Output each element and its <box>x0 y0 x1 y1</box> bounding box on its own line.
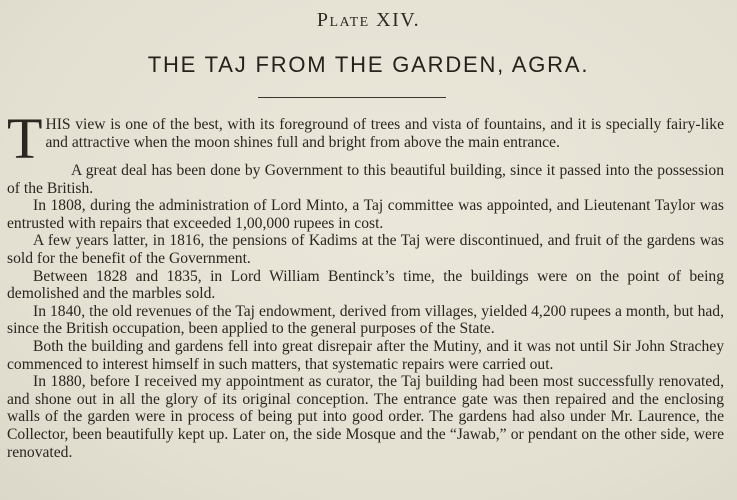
paragraph-6: In 1840, the old revenues of the Taj endowment, derived from villages, yielded 4,200 rupees a month, but had, since the British occupation, been applied to the general purposes of the State. <box>7 302 724 338</box>
paragraph-3: In 1808, during the administration of Lord Minto, a Taj committee was appointed, and Lieutenant Taylor was entrusted with repairs that exceeded 1,00,000 rupees in cost. <box>7 197 724 232</box>
paragraph-7: Both the building and gardens fell into great disrepair after the Mutiny, and it was not until Sir John Strachey commenced to interest himself in such matters, that systematic repairs were carried out. <box>7 337 724 373</box>
body-text <box>7 106 724 461</box>
paragraph-8: In 1880, before I received my appointment as curator, the Taj building had been most successfully renovated, and shone out in all the glory of its original conception. The entrance gate was then repaired and the enclosing walls of the garden were in process of being put into good order. The gardens had also under Mr. Laurence, the Collector, been beautifully kept up. Later on, the side Mosque and the “Jawab,” or pendant on the other side, were renovated. <box>7 373 724 461</box>
drop-cap: T <box>7 106 43 171</box>
plate-title: THE TAJ FROM THE GARDEN, AGRA. <box>147 52 590 77</box>
title-divider <box>258 97 446 98</box>
first-word: HIS <box>45 116 71 133</box>
paragraph-1-text <box>45 116 724 151</box>
paragraph-1-rest: view is one of the best, with its foreground of trees and vista of fountains, and it is specially fairy-like and attractive when the moon shines full and bright from above the main entrance. <box>45 116 724 151</box>
plate-label: Plate XIV. <box>316 9 421 31</box>
paragraph-5: Between 1828 and 1835, in Lord William Bentinck’s time, the buildings were on the point of being demolished and the marbles sold. <box>7 267 724 303</box>
paragraph-4: A few years latter, in 1816, the pensions of Kadims at the Taj were discontinued, and fruit of the gardens was sold for the benefit of the Government. <box>7 232 724 267</box>
paragraph-2: A great deal has been done by Government to this beautiful building, since it passed into the possession of the British. <box>7 162 724 197</box>
paragraph-1 <box>7 106 724 171</box>
